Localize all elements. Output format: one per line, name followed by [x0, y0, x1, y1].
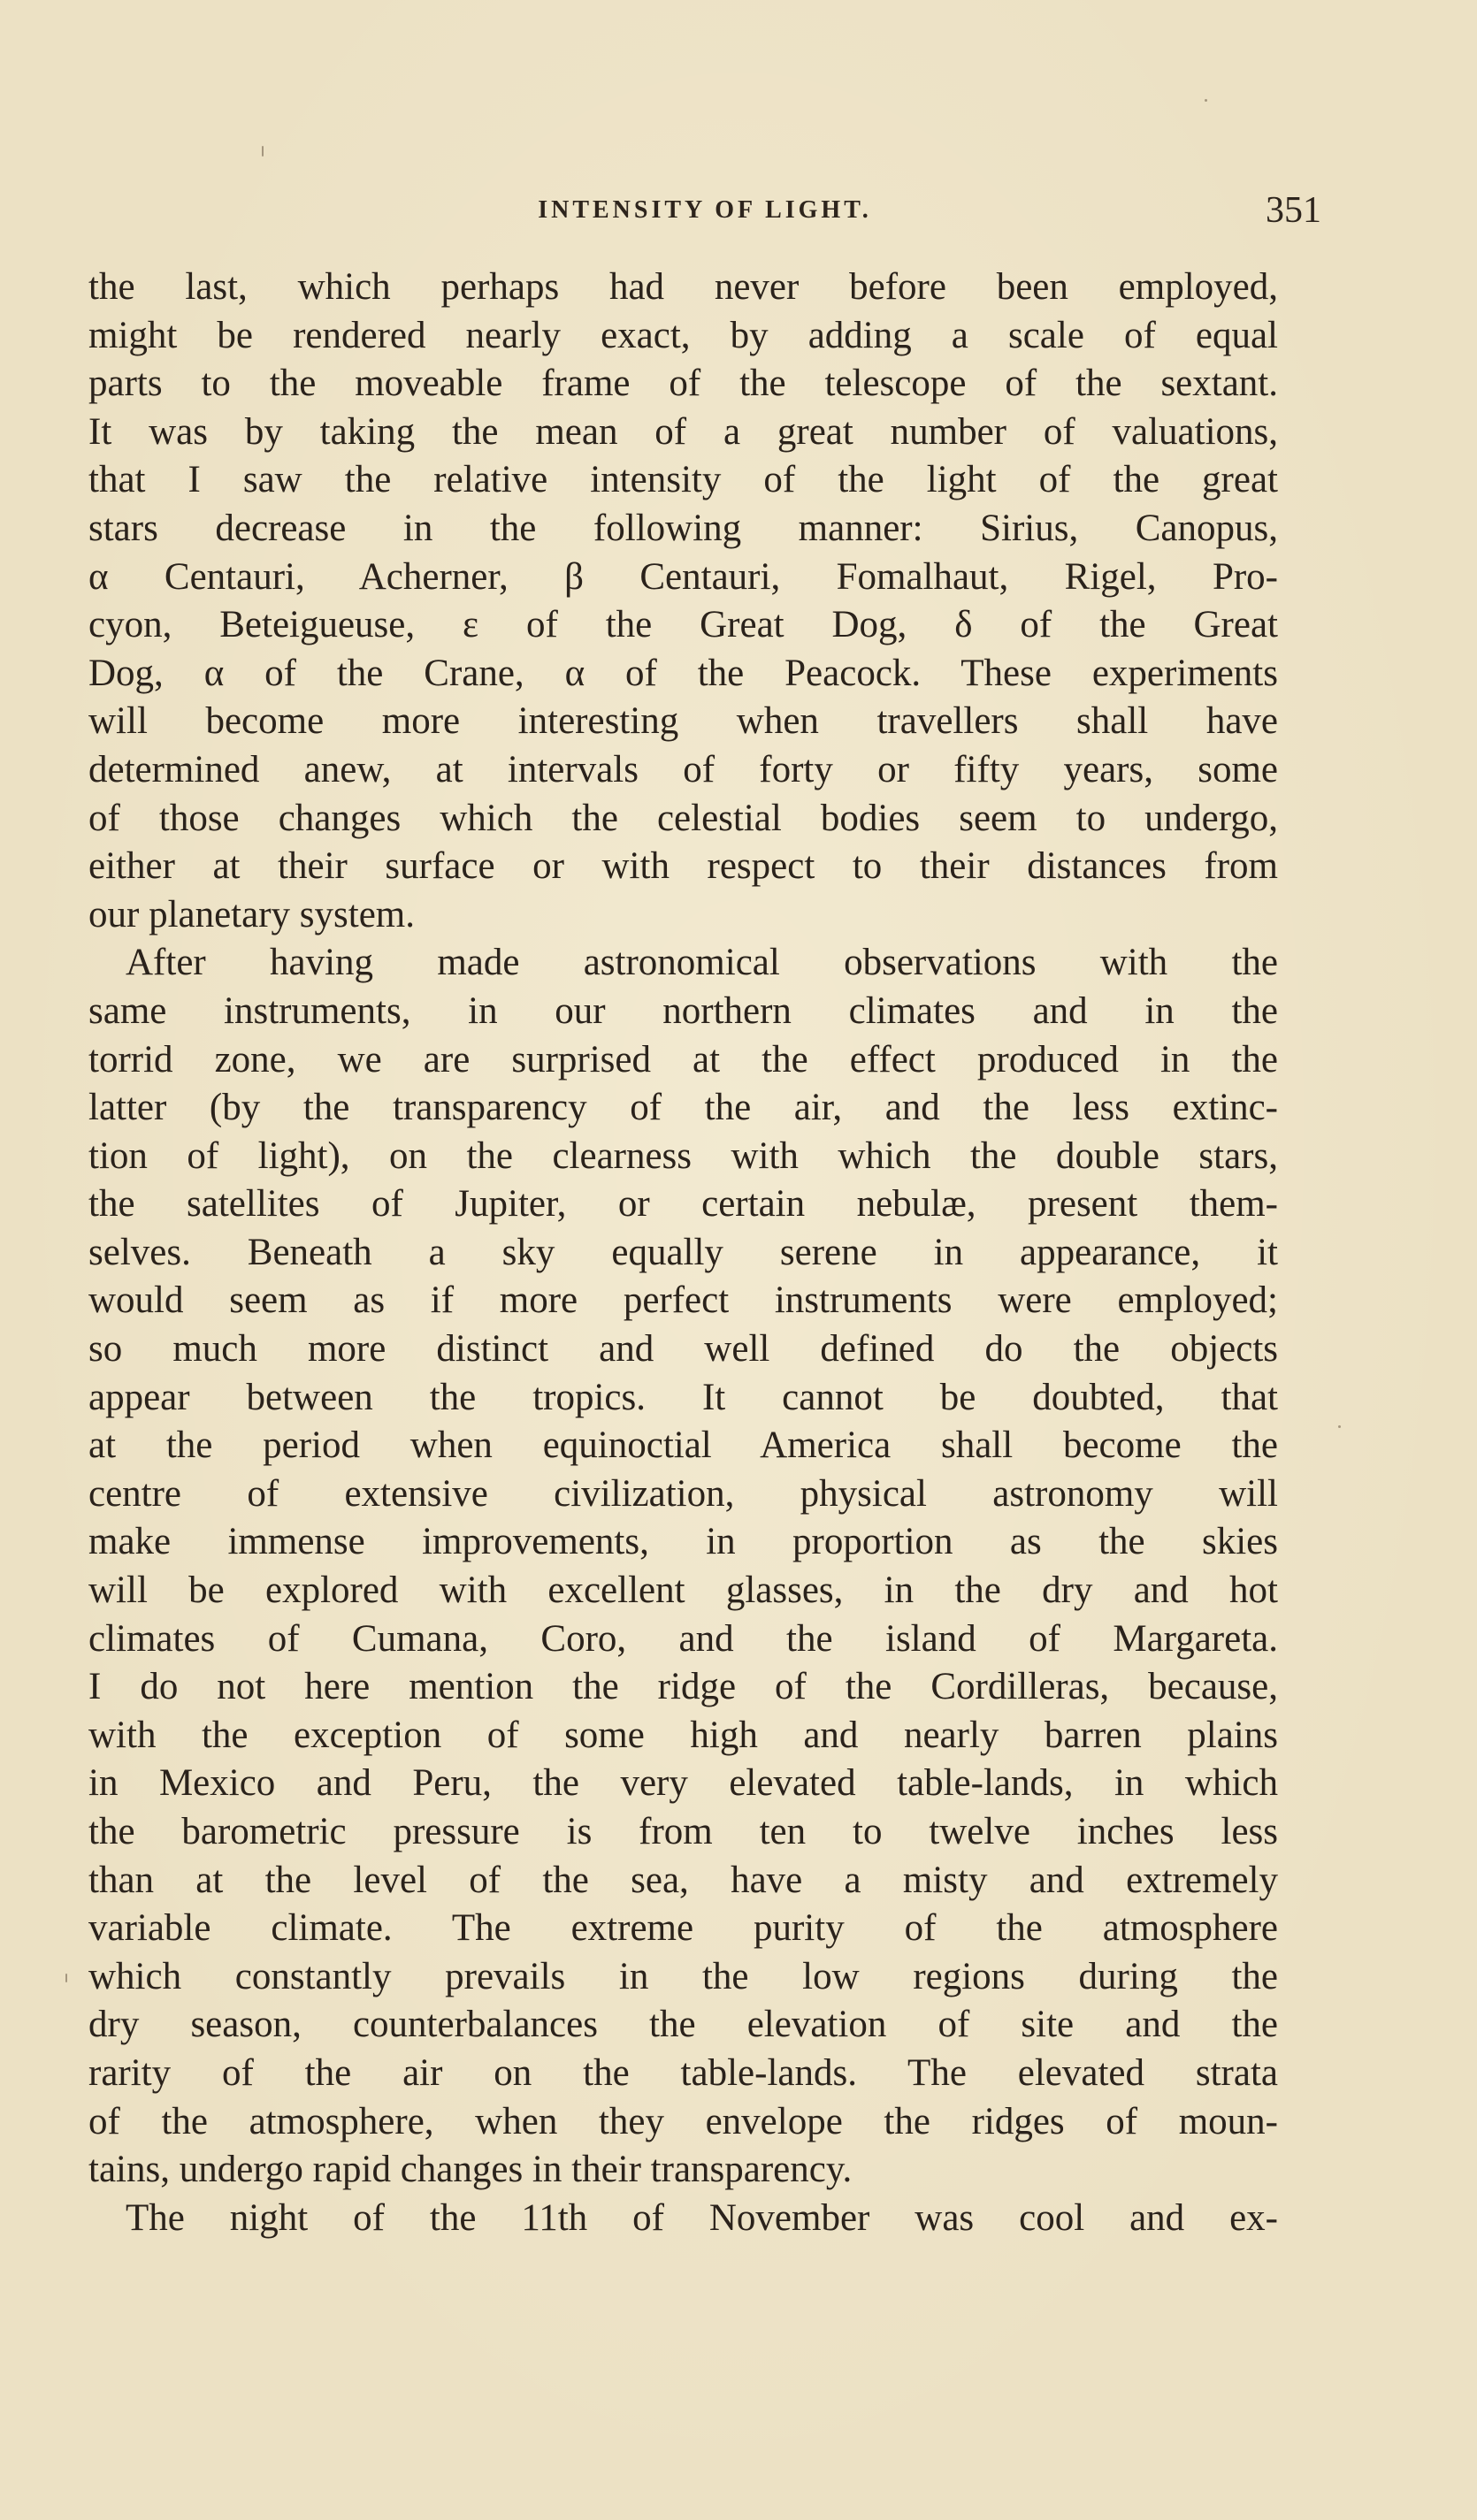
- paragraph-last-line: our planetary system.: [88, 893, 415, 935]
- text-line: which constantly prevails in the low regions during the: [88, 1955, 1278, 1997]
- text-line: selves. Beneath a sky equally serene in appearance, it: [88, 1231, 1278, 1273]
- text-line: same instruments, in our northern climates and in the: [88, 989, 1278, 1032]
- text-line: climates of Cumana, Coro, and the island of Margareta.: [88, 1617, 1278, 1660]
- text-line: would seem as if more perfect instruments were employed;: [88, 1279, 1278, 1322]
- text-line: of those changes which the celestial bodies seem to undergo,: [88, 797, 1278, 839]
- paragraph-first-line: The night of the 11th of November was cool and ex-: [126, 2196, 1278, 2239]
- text-line: α Centauri, Acherner, β Centauri, Fomalhaut, Rigel, Pro-: [88, 555, 1278, 598]
- text-line: centre of extensive civilization, physical astronomy will: [88, 1472, 1278, 1515]
- page-header: [88, 190, 1321, 249]
- text-line: parts to the moveable frame of the telescope of the sextant.: [88, 363, 1278, 405]
- text-line: the last, which perhaps had never before been employed,: [88, 266, 1278, 308]
- text-line: make immense improvements, in proportion as the skies: [88, 1521, 1278, 1563]
- text-line: variable climate. The extreme purity of the atmosphere: [88, 1907, 1278, 1950]
- text-line: I do not here mention the ridge of the Cordilleras, because,: [88, 1666, 1278, 1708]
- text-line: the satellites of Jupiter, or certain nebulæ, present them-: [88, 1183, 1278, 1226]
- paper-speck: [1338, 1425, 1341, 1428]
- text-line: rarity of the air on the table-lands. The elevated strata: [88, 2051, 1278, 2094]
- body-text: [88, 263, 1278, 2242]
- text-line: either at their surface or with respect to their distances from: [88, 845, 1278, 888]
- text-line: with the exception of some high and nearly barren plains: [88, 1714, 1278, 1756]
- paper-speck: [1205, 99, 1207, 102]
- text-line: cyon, Beteigueuse, ε of the Great Dog, δ of the Great: [88, 604, 1278, 646]
- text-line: stars decrease in the following manner: Sirius, Canopus,: [88, 507, 1278, 549]
- text-line: so much more distinct and well defined do the objects: [88, 1328, 1278, 1371]
- text-line: in Mexico and Peru, the very elevated table-lands, in which: [88, 1762, 1278, 1805]
- text-line: determined anew, at intervals of forty or fifty years, some: [88, 748, 1278, 790]
- text-line: appear between the tropics. It cannot be doubted, that: [88, 1376, 1278, 1418]
- text-line: than at the level of the sea, have a misty and extremely: [88, 1859, 1278, 1901]
- text-line: torrid zone, we are surprised at the effect produced in the: [88, 1038, 1278, 1081]
- paragraph-last-line: tains, undergo rapid changes in their transparency.: [88, 2149, 853, 2191]
- text-line: might be rendered nearly exact, by adding a scale of equal: [88, 314, 1278, 356]
- text-line: tion of light), on the clearness with which the double stars,: [88, 1134, 1278, 1177]
- paper-speck: [262, 146, 264, 157]
- text-line: of the atmosphere, when they envelope the ridges of moun-: [88, 2100, 1278, 2142]
- text-line: the barometric pressure is from ten to twelve inches less: [88, 1811, 1278, 1852]
- text-line: latter (by the transparency of the air, and the less extinc-: [88, 1087, 1278, 1129]
- text-line: will become more interesting when travellers shall have: [88, 700, 1278, 743]
- text-line: will be explored with excellent glasses, in the dry and hot: [88, 1569, 1278, 1612]
- text-line: It was by taking the mean of a great number of valuations,: [88, 410, 1278, 453]
- paragraph-first-line: After having made astronomical observations with the: [126, 942, 1278, 984]
- running-title: INTENSITY OF LIGHT.: [538, 196, 872, 224]
- text-line: Dog, α of the Crane, α of the Peacock. These experiments: [88, 652, 1278, 694]
- text-line: at the period when equinoctial America shall become the: [88, 1424, 1278, 1467]
- page-number: 351: [1266, 190, 1321, 231]
- text-line: dry season, counterbalances the elevation of site and the: [88, 2004, 1278, 2046]
- paper-speck: [65, 1974, 67, 1982]
- text-line: that I saw the relative intensity of the light of the great: [88, 459, 1278, 501]
